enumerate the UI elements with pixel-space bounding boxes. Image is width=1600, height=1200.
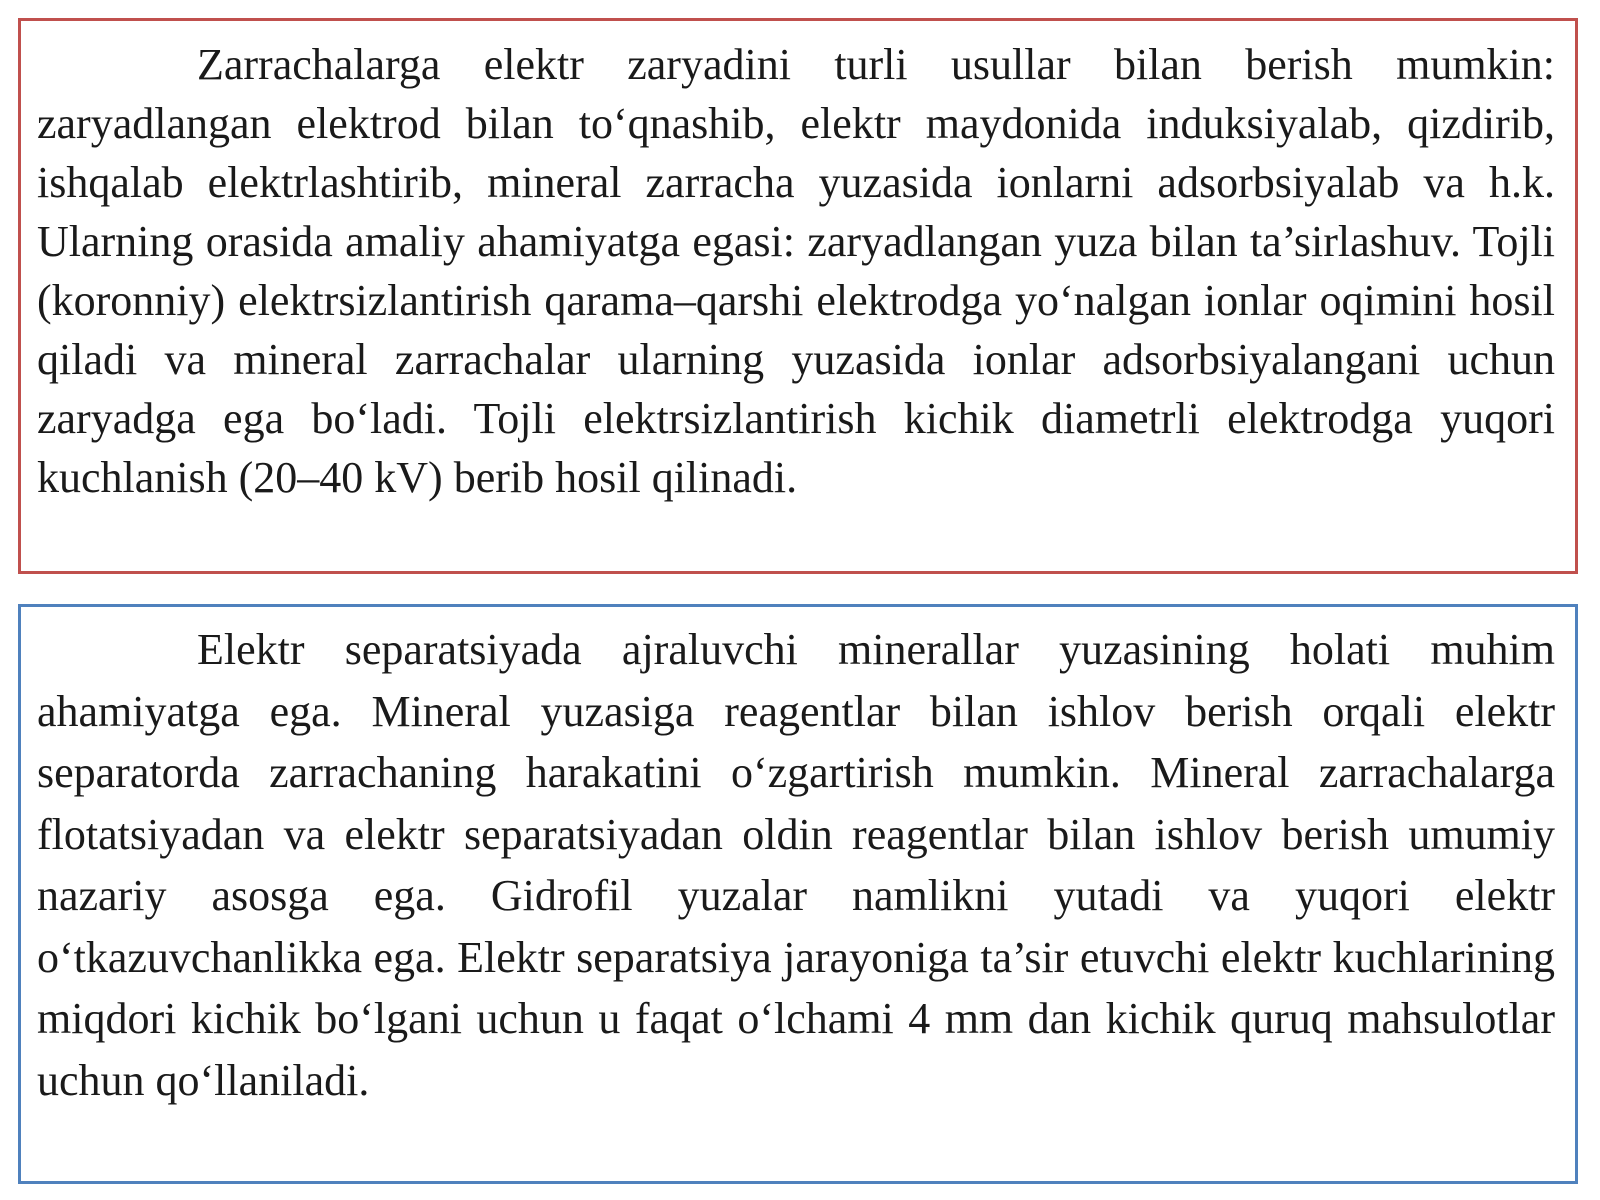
paragraph-2: Elektr separatsiyada ajraluvchi minerallar yuzasining holati muhim ahamiyatga ega. Mineral yuzasiga reagentlar bilan ishlov berish orqali elektr separatorda zarrachaning harakatini o‘zgartirish mumkin. Mineral zarrachalarga flotatsiyadan va elektr separatsiyadan oldin reagentlar bilan ishlov berish umumiy nazariy asosga ega. Gidrofil yuzalar namlikni yutadi va yuqori elektr o‘tkazuvchanlikka ega. Elektr separatsiya jarayoniga ta’sir etuvchi elektr kuchlarining miqdori kichik bo‘lgani uchun u faqat o‘lchami 4 mm dan kichik quruq mahsulotlar uchun qo‘llaniladi. [37, 625, 1555, 1105]
text-box-blue [18, 604, 1578, 1184]
paragraph-1: Zarrachalarga elektr zaryadini turli usullar bilan berish mumkin: zaryadlangan elektrod bilan to‘qnashib, elektr maydonida induksiyalab, qizdirib, ishqalab elektrlashtirib, mineral zarracha yuzasida ionlarni adsorbsiyalab va h.k. Ularning orasida amaliy ahamiyatga egasi: zaryadlangan yuza bilan ta’sirlashuv. Tojli (koronniy) elektrsizlantirish qarama–qarshi elektrodga yo‘nalgan ionlar oqimini hosil qiladi va mineral zarrachalar ularning yuzasida ionlar adsorbsiyalangani uchun zaryadga ega bo‘ladi. Tojli elektrsizlantirish kichik diametrli elektrodga yuqori kuchlanish (20–40 kV) berib hosil qilinadi. [37, 40, 1555, 502]
text-box-red [18, 18, 1578, 574]
